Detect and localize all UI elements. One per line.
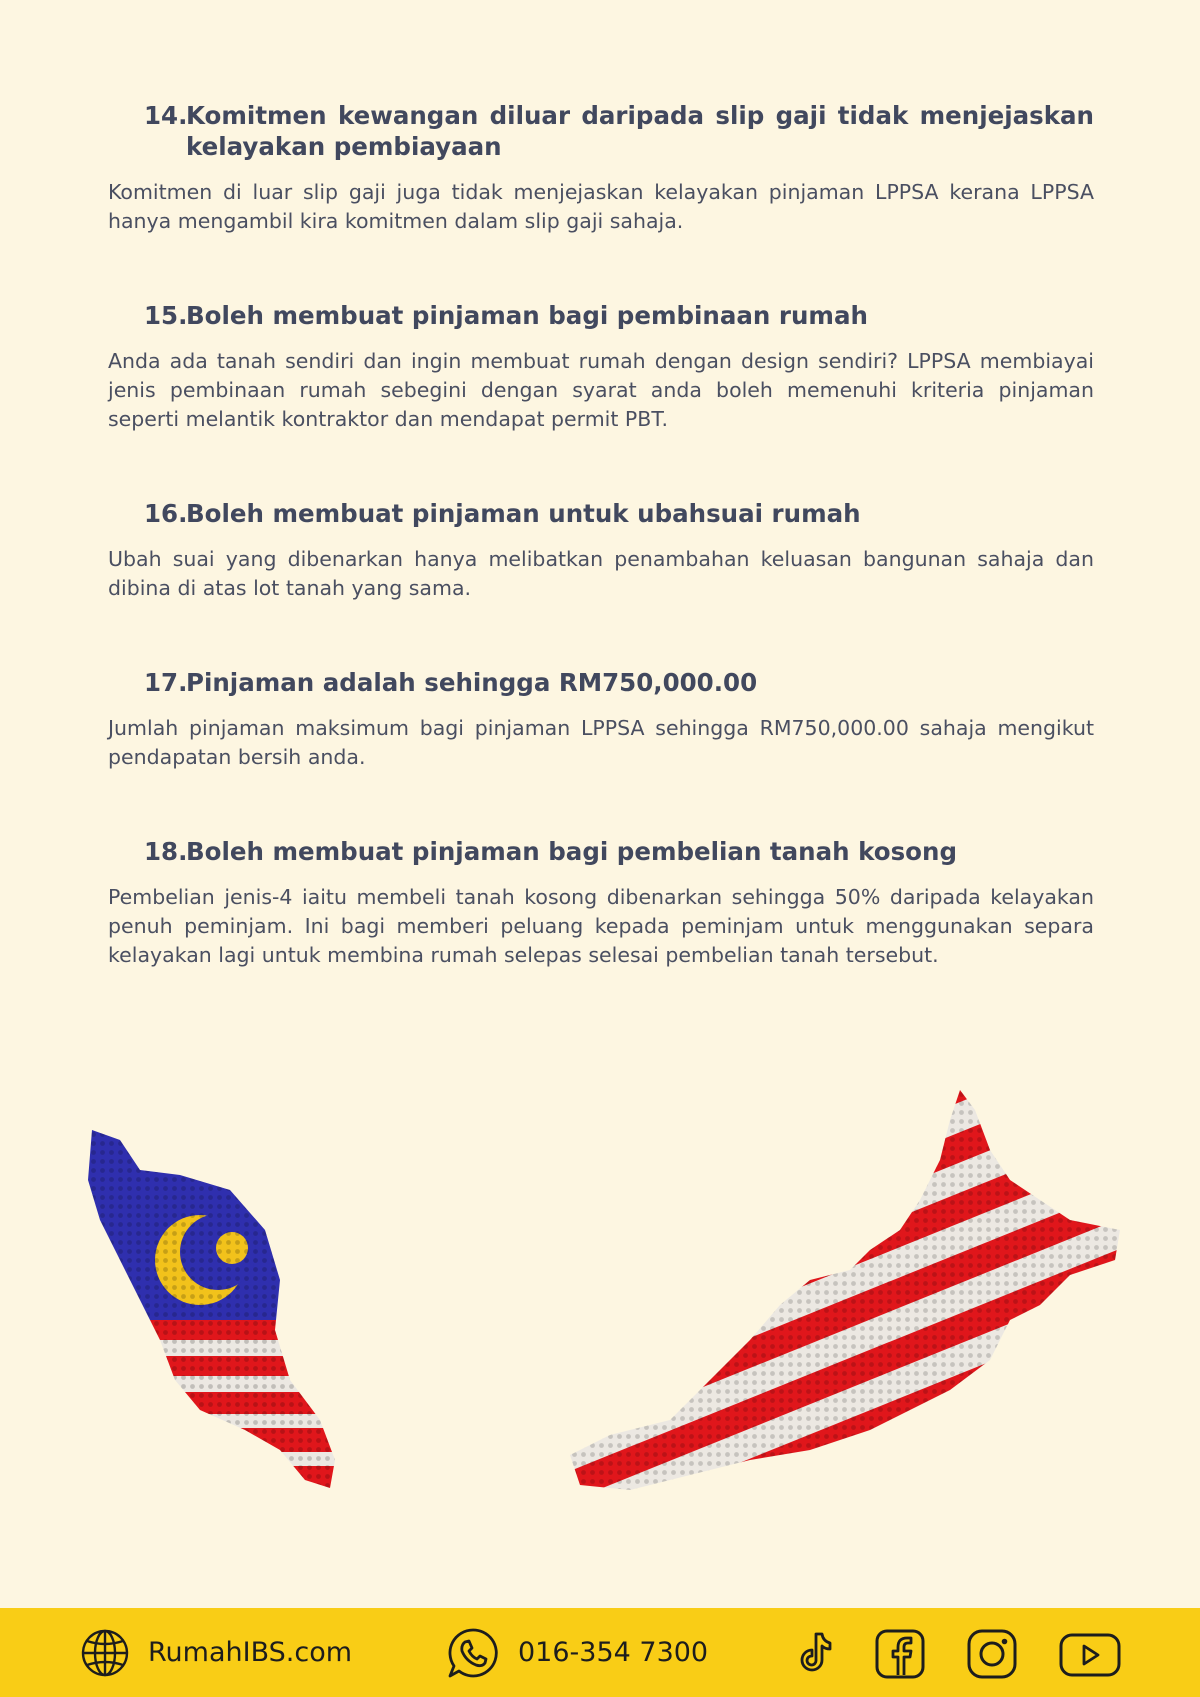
section-heading <box>108 667 1094 698</box>
footer-bar <box>0 1608 1200 1697</box>
section-body: Anda ada tanah sendiri dan ingin membuat rumah dengan design sendiri? LPPSA membiayai jenis pembinaan rumah sebegini dengan syarat anda boleh memenuhi kriteria pinjaman seperti melantik kontraktor dan mendapat permit PBT. <box>108 349 1094 431</box>
section-number: 15. <box>144 301 188 330</box>
website-label: RumahIBS.com <box>148 1637 353 1668</box>
section-body: Pembelian jenis-4 iaitu membeli tanah kosong dibenarkan sehingga 50% daripada kelayakan penuh peminjam. Ini bagi memberi peluang kepada peminjam untuk menggunakan separa kelayakan lagi untuk membina rumah selepas selesai pembelian tanah tersebut. <box>108 885 1094 967</box>
section-title: Komitmen kewangan diluar daripada slip gaji tidak menjejaskan kelayakan pembiayaan <box>186 101 1094 161</box>
peninsular-malaysia-flag-crowd-icon <box>80 1130 360 1490</box>
section-number: 16. <box>144 499 188 528</box>
section-16 <box>108 498 1094 603</box>
section-title: Boleh membuat pinjaman bagi pembelian tanah kosong <box>186 837 957 866</box>
section-number: 17. <box>144 668 188 697</box>
phone-label: 016-354 7300 <box>518 1637 709 1668</box>
section-heading <box>108 836 1094 867</box>
section-heading <box>108 300 1094 331</box>
section-title: Boleh membuat pinjaman bagi pembinaan rumah <box>186 301 868 330</box>
section-body: Jumlah pinjaman maksimum bagi pinjaman LPPSA sehingga RM750,000.00 sahaja mengikut pendapatan bersih anda. <box>108 716 1094 769</box>
section-18 <box>108 836 1094 970</box>
section-body: Komitmen di luar slip gaji juga tidak menjejaskan kelayakan pinjaman LPPSA kerana LPPSA hanya mengambil kira komitmen dalam slip gaji sahaja. <box>108 180 1094 233</box>
section-title: Boleh membuat pinjaman untuk ubahsuai rumah <box>186 499 861 528</box>
youtube-icon[interactable] <box>1058 1632 1122 1678</box>
section-title: Pinjaman adalah sehingga RM750,000.00 <box>186 668 758 697</box>
section-15 <box>108 300 1094 434</box>
section-17 <box>108 667 1094 772</box>
globe-icon <box>80 1628 130 1678</box>
tiktok-icon[interactable] <box>790 1628 838 1676</box>
section-number: 18. <box>144 837 188 866</box>
instagram-icon[interactable] <box>966 1628 1018 1680</box>
whatsapp-icon <box>446 1626 500 1680</box>
section-14 <box>108 100 1094 236</box>
section-body: Ubah suai yang dibenarkan hanya melibatkan penambahan keluasan bangunan sahaja dan dibina di atas lot tanah yang sama. <box>108 547 1094 600</box>
section-heading <box>108 498 1094 529</box>
section-number: 14. <box>144 101 188 130</box>
website-link[interactable] <box>80 1608 352 1697</box>
section-heading <box>108 100 1094 162</box>
article-content <box>108 100 1094 1034</box>
borneo-malaysia-flag-crowd-icon <box>570 1090 1130 1520</box>
whatsapp-contact[interactable] <box>446 1608 708 1697</box>
facebook-icon[interactable] <box>874 1628 926 1680</box>
